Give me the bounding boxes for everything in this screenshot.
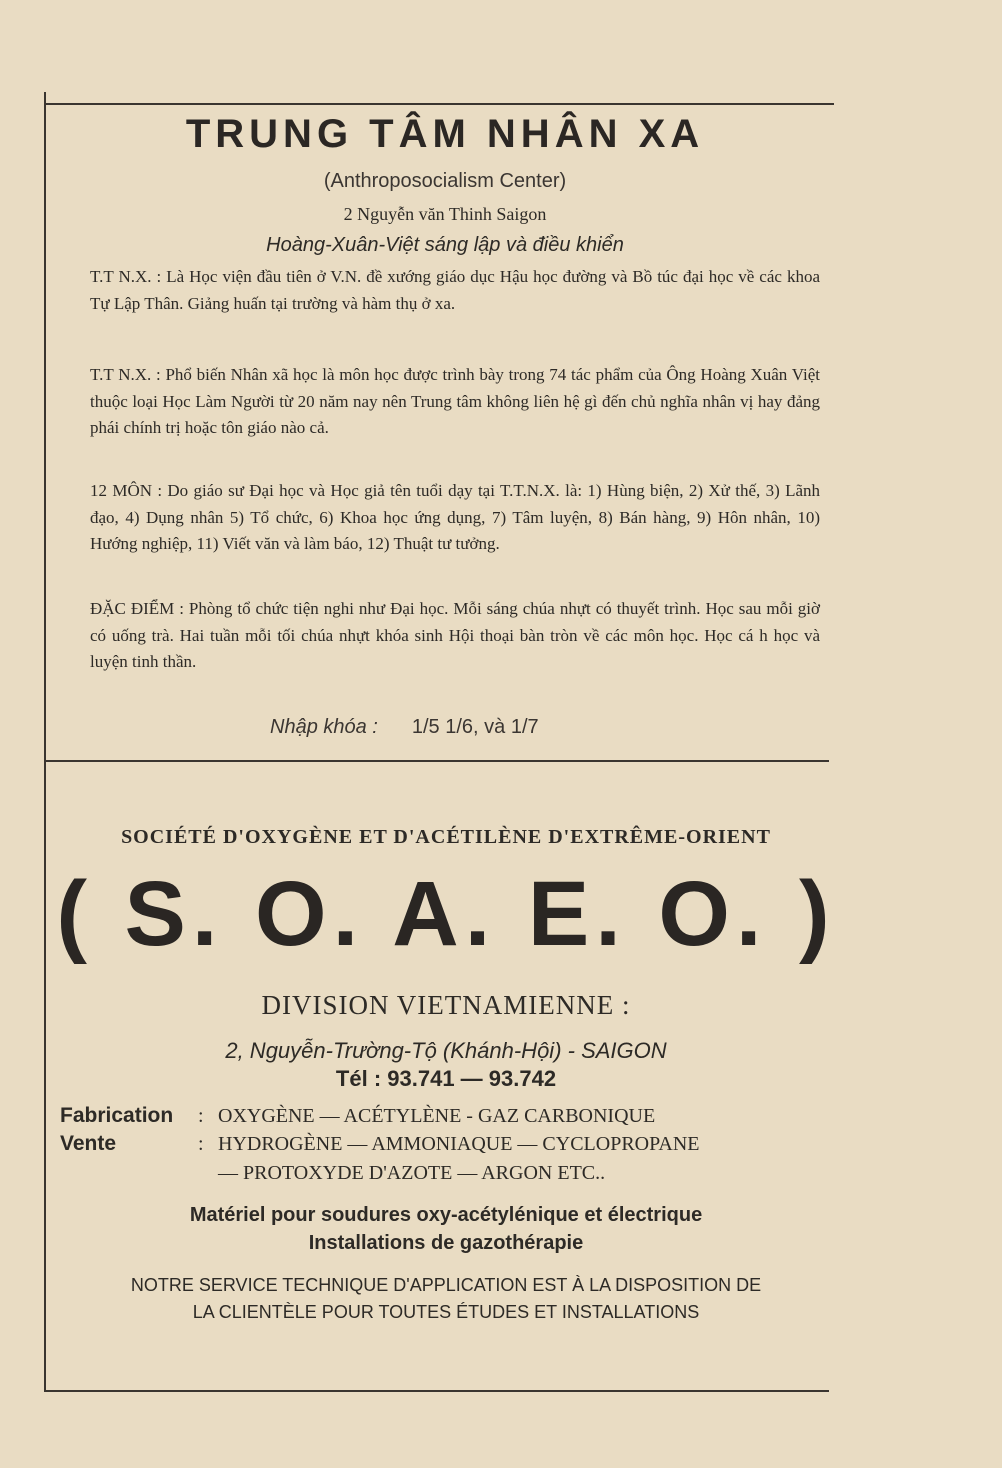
- bottom-rule: [44, 1390, 829, 1392]
- materiel-line: Matériel pour soudures oxy-acétylénique et électrique: [189, 1204, 703, 1226]
- fabrication-label: Fabrication: [60, 1104, 174, 1127]
- enrollment-label: Nhập khóa :: [270, 716, 378, 738]
- founder-line: Hoàng-Xuân-Việt sáng lập và điều khiển: [266, 234, 624, 256]
- left-border-rule: [44, 92, 46, 1392]
- vente-items-continued: — PROTOXYDE D'AZOTE — ARGON ETC..: [218, 1162, 606, 1184]
- paragraph-features: ĐẶC ĐIỂM : Phòng tổ chức tiện nghi như Đại học. Mỗi sáng chúa nhựt có thuyết trình. Học sau mỗi giờ có uống trà. Hai tuần mỗi tối chúa nhựt khóa sinh Hội thoại bàn tròn về các môn học. Học cá h học và luyện tinh thần.: [90, 599, 820, 671]
- division-heading: DIVISION VIETNAMIENNE :: [261, 990, 631, 1020]
- vente-row: Vente : HYDROGÈNE — AMMONIAQUE — CYCLOPROPANE: [60, 1132, 700, 1155]
- installations-line: Installations de gazothérapie: [308, 1232, 584, 1254]
- top-rule: [44, 103, 834, 105]
- service-line-2: LA CLIENTÈLE POUR TOUTES ÉTUDES ET INSTALLATIONS: [192, 1302, 700, 1322]
- enrollment-line: [270, 716, 539, 739]
- ad-subtitle: (Anthroposocialism Center): [323, 170, 567, 192]
- enrollment-dates: 1/5 1/6, và 1/7: [411, 716, 539, 738]
- ad-title: TRUNG TÂM NHÂN XA: [185, 112, 705, 156]
- fabrication-items: OXYGÈNE — ACÉTYLÈNE - GAZ CARBONIQUE: [218, 1105, 656, 1127]
- middle-rule: [44, 760, 829, 762]
- paragraph-mission: T.T N.X. : Phổ biến Nhân xã học là môn học được trình bày trong 74 tác phẩm của Ông Hoàng Xuân Việt thuộc loại Học Làm Người từ 20 năm nay nên Trung tâm không liên hệ gì đến chủ nghĩa nhân vị hay đảng phái chính trị hoặc tôn giáo nào cả.: [90, 365, 820, 437]
- vente-label: Vente: [60, 1132, 117, 1155]
- paragraph-subjects: 12 MÔN : Do giáo sư Đại học và Học giả tên tuổi dạy tại T.T.N.X. là: 1) Hùng biện, 2) Xử thế, 3) Lãnh đạo, 4) Dụng nhân 5) Tổ chức, 6) Khoa học ứng dụng, 7) Tâm luyện, 8) Bán hàng, 9) Hôn nhân, 10) Hướng nghiệp, 11) Viết văn và làm báo, 12) Thuật tư tưởng.: [90, 481, 820, 553]
- fabrication-row: Fabrication : OXYGÈNE — ACÉTYLÈNE - GAZ CARBONIQUE: [60, 1104, 656, 1127]
- paragraph-intro: T.T N.X. : Là Học viện đầu tiên ở V.N. đề xướng giáo dục Hậu học đường và Bồ túc đại học về các khoa Tự Lập Thân. Giảng huấn tại trường và hàm thụ ở xa.: [90, 267, 820, 313]
- ad-address: 2 Nguyễn văn Thinh Saigon: [343, 204, 547, 224]
- vente-items: HYDROGÈNE — AMMONIAQUE — CYCLOPROPANE: [218, 1133, 700, 1155]
- service-note: [56, 1272, 836, 1326]
- company-telephone: Tél : 93.741 — 93.742: [335, 1066, 557, 1091]
- company-abbreviation: ( S. O. A. E. O. ): [56, 863, 836, 965]
- company-address: 2, Nguyễn-Trường-Tộ (Khánh-Hội) - SAIGON: [225, 1038, 667, 1063]
- company-name: SOCIÉTÉ D'OXYGÈNE ET D'ACÉTILÈNE D'EXTRÊME-ORIENT: [121, 826, 771, 848]
- service-line-1: NOTRE SERVICE TECHNIQUE D'APPLICATION EST À LA DISPOSITION DE: [130, 1275, 762, 1295]
